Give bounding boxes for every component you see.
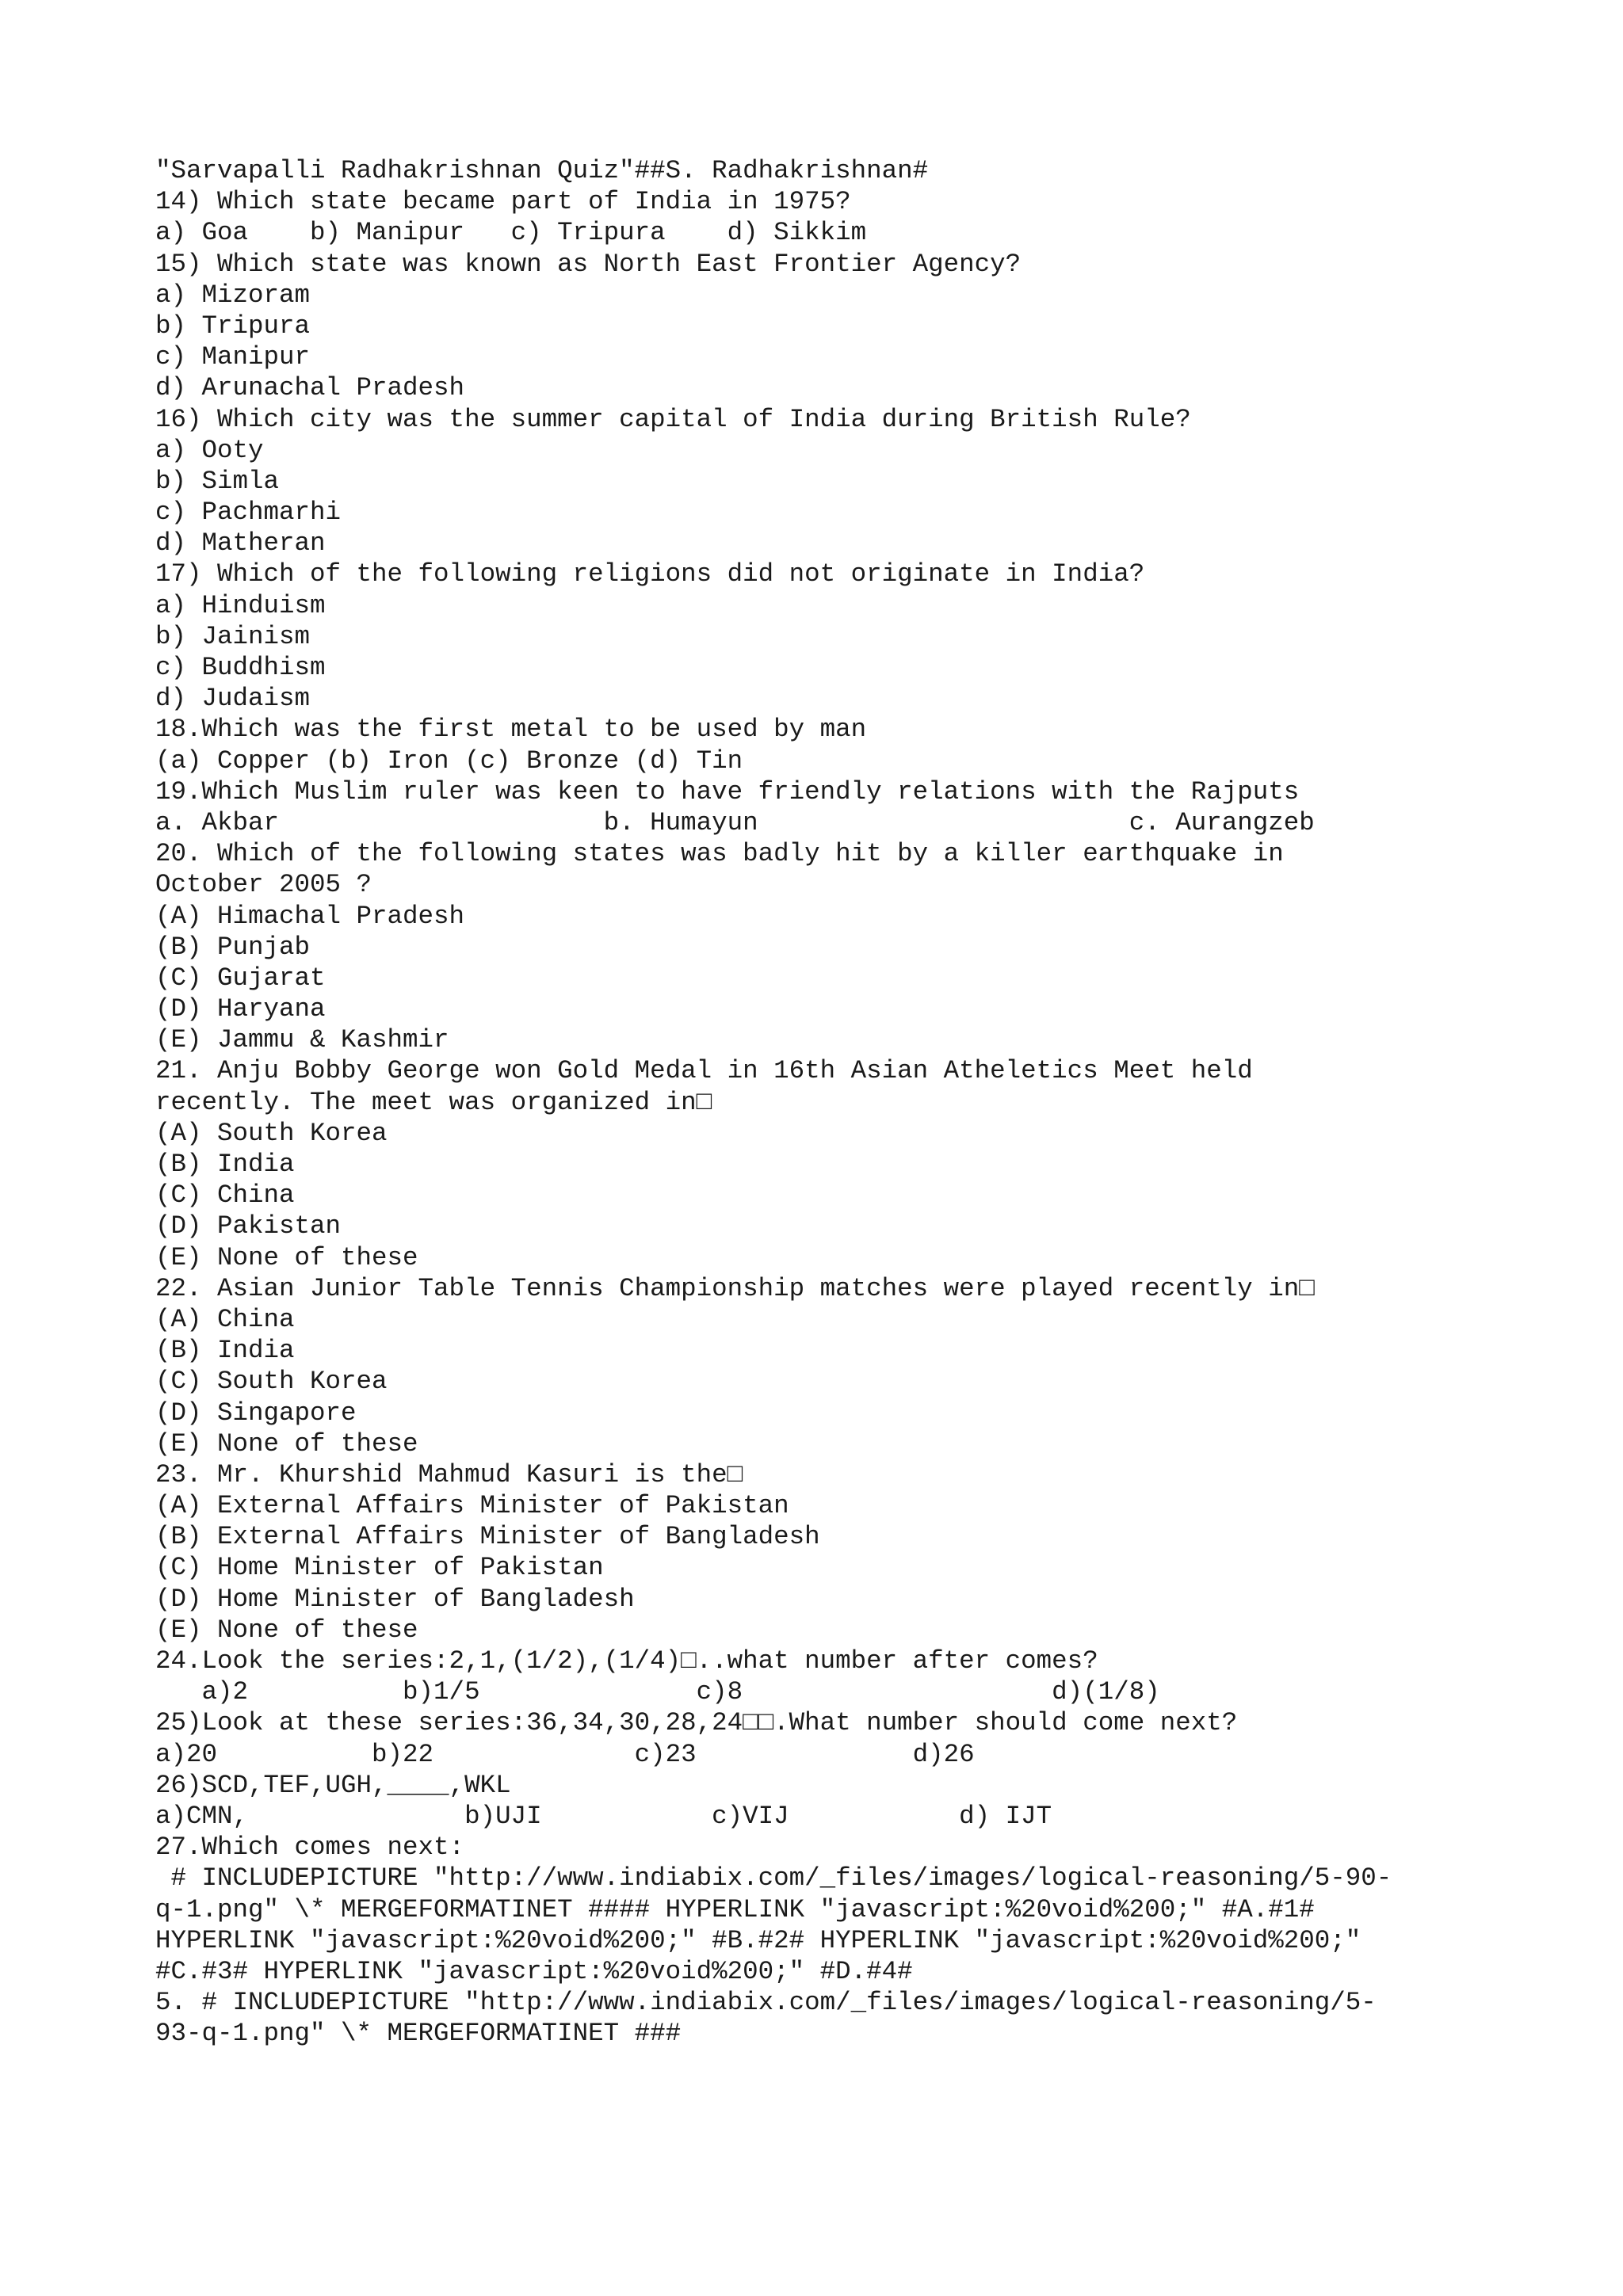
text-line: a) Ooty — [155, 435, 264, 465]
text-line: 22. Asian Junior Table Tennis Championship matches were played recently in□ — [155, 1273, 1315, 1303]
text-line: (A) External Affairs Minister of Pakistan — [155, 1491, 789, 1521]
text-line: c) Buddhism — [155, 653, 326, 682]
text-line: a. Akbar b. Humayun c. Aurangzeb — [155, 807, 1315, 837]
document-body — [155, 155, 1392, 2049]
text-line: d) Matheran — [155, 528, 326, 559]
text-line: 5. # INCLUDEPICTURE "http://www.indiabix.com/_files/images/logical-reasoning/5- — [155, 1988, 1377, 2018]
text-line: (C) Home Minister of Pakistan — [155, 1553, 604, 1583]
text-line: (C) South Korea — [155, 1367, 388, 1397]
text-line: b) Tripura — [155, 311, 311, 341]
text-line: (D) Pakistan — [155, 1211, 342, 1241]
text-line: b) Simla — [155, 466, 280, 496]
text-line: (E) None of these — [155, 1428, 418, 1459]
text-line: # INCLUDEPICTURE "http://www.indiabix.com/_files/images/logical-reasoning/5-90- — [155, 1863, 1392, 1894]
text-line: 18.Which was the first metal to be used by man — [155, 715, 867, 745]
text-line: a)CMN, b)UJI c)VIJ d) IJT — [155, 1801, 1052, 1831]
text-line: (D) Haryana — [155, 994, 326, 1024]
text-line: 19.Which Muslim ruler was keen to have friendly relations with the Rajputs — [155, 776, 1300, 807]
text-line: (C) Gujarat — [155, 963, 326, 993]
text-line: (B) External Affairs Minister of Bangladesh — [155, 1522, 820, 1552]
text-line: (C) China — [155, 1180, 295, 1211]
text-line: q-1.png" \* MERGEFORMATINET #### HYPERLINK "javascript:%20void%200;" #A.#1# — [155, 1894, 1315, 1924]
text-line: October 2005 ? — [155, 870, 372, 900]
text-line: 21. Anju Bobby George won Gold Medal in 16th Asian Atheletics Meet held — [155, 1056, 1253, 1086]
text-line: c) Pachmarhi — [155, 498, 342, 528]
text-line: (a) Copper (b) Iron (c) Bronze (d) Tin — [155, 746, 743, 776]
text-line: (A) China — [155, 1304, 295, 1334]
text-line: b) Jainism — [155, 621, 311, 651]
text-line: (D) Singapore — [155, 1398, 357, 1428]
text-line: 15) Which state was known as North East Frontier Agency? — [155, 249, 1022, 279]
text-line: (B) India — [155, 1336, 295, 1366]
text-line: #C.#3# HYPERLINK "javascript:%20void%200;" #D.#4# — [155, 1956, 913, 1986]
text-line: d) Judaism — [155, 684, 311, 714]
text-line: a) Hinduism — [155, 590, 326, 620]
text-line: 14) Which state became part of India in 1975? — [155, 187, 851, 217]
text-line: 20. Which of the following states was badly hit by a killer earthquake in — [155, 839, 1284, 869]
text-line: (B) India — [155, 1150, 295, 1179]
text-line: 93-q-1.png" \* MERGEFORMATINET ### — [155, 2019, 682, 2049]
text-line: (A) South Korea — [155, 1118, 388, 1148]
text-line: (D) Home Minister of Bangladesh — [155, 1584, 635, 1614]
text-line: (E) None of these — [155, 1615, 418, 1645]
text-line: (E) None of these — [155, 1242, 418, 1272]
text-line: 25)Look at these series:36,34,30,28,24□□.What number should come next? — [155, 1708, 1238, 1738]
text-line: d) Arunachal Pradesh — [155, 373, 465, 403]
text-line: HYPERLINK "javascript:%20void%200;" #B.#2# HYPERLINK "javascript:%20void%200;" — [155, 1925, 1361, 1955]
text-line: (B) Punjab — [155, 932, 311, 962]
text-line: recently. The meet was organized in□ — [155, 1087, 712, 1117]
text-line: (E) Jammu & Kashmir — [155, 1025, 449, 1055]
text-line: 24.Look the series:2,1,(1/2),(1/4)□..what number after comes? — [155, 1646, 1098, 1676]
text-line: a) Goa b) Manipur c) Tripura d) Sikkim — [155, 218, 867, 248]
text-line: a)20 b)22 c)23 d)26 — [155, 1739, 975, 1769]
text-line: c) Manipur — [155, 342, 311, 372]
text-line: 23. Mr. Khurshid Mahmud Kasuri is the□ — [155, 1459, 743, 1489]
text-line: 16) Which city was the summer capital of India during British Rule? — [155, 404, 1191, 434]
text-line: 27.Which comes next: — [155, 1833, 465, 1863]
text-line: "Sarvapalli Radhakrishnan Quiz"##S. Radhakrishnan# — [155, 156, 929, 185]
text-line: a)2 b)1/5 c)8 d)(1/8) — [155, 1677, 1160, 1707]
text-line: a) Mizoram — [155, 280, 311, 310]
text-line: 26)SCD,TEF,UGH,____,WKL — [155, 1770, 511, 1800]
text-line: 17) Which of the following religions did not originate in India? — [155, 559, 1145, 589]
text-line: (A) Himachal Pradesh — [155, 901, 465, 931]
